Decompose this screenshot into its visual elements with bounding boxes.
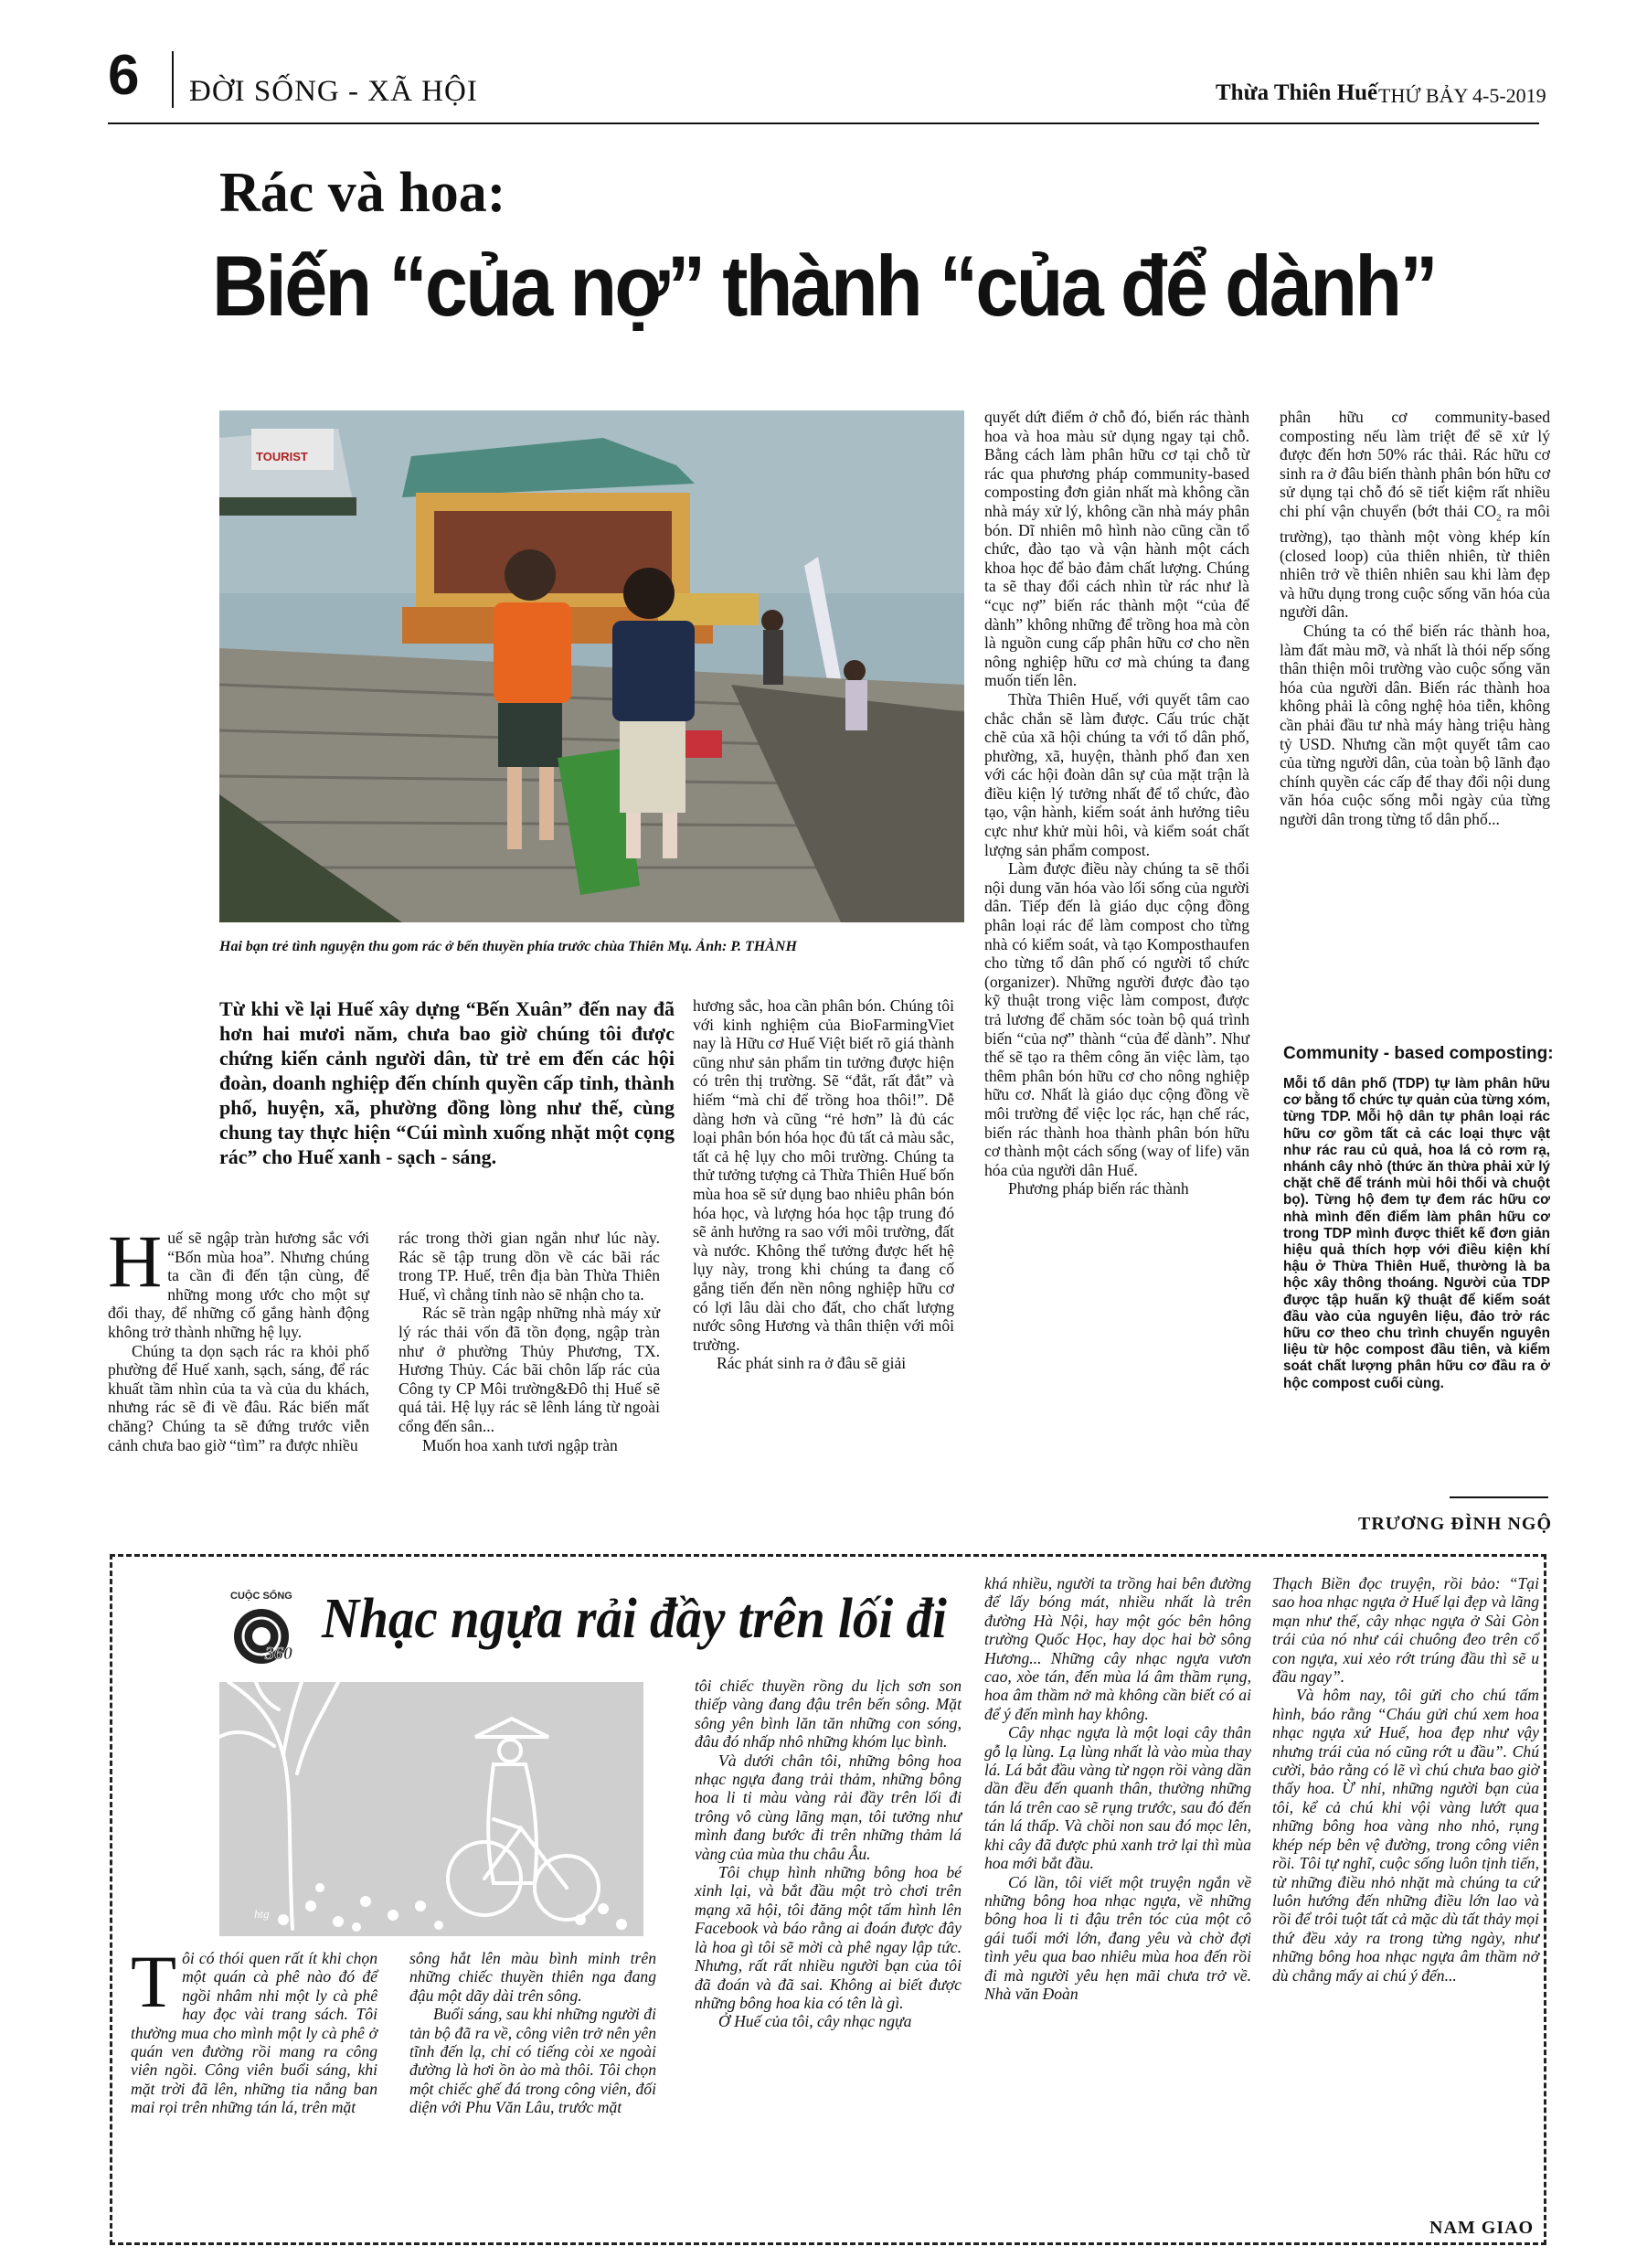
paragraph: Làm được điều này chúng ta sẽ thổi nội dung văn hóa vào lối sống của người dân. Tiếp đến là giáo dục cộng đồng phân loại rác để làm compost cho từng nhà có kiểm soát, và tạo Komposthaufen cho từng tổ dân phố có người tổ chức (organizer). Những người được đào tạo kỹ thuật trong việc làm compost, được trả lương để chăm sóc toàn bộ quá trình biến “của nợ” thành “của để dành”. Như thế sẽ tạo ra thêm công ăn việc làm, tạo thêm phân bón hữu cơ cho nông nghiệp hữu cơ. Nhất là giáo dục cộng đồng về môi trường để việc lọc rác, hạn chế rác, biến rác thành hoa thành phân bón hữu cơ thành một cách sống (way of life) văn hóa của người dân Huế. — [984, 859, 1249, 1179]
paragraph: Thạch Biền đọc truyện, rồi bảo: “Tại sao hoa nhạc ngựa ở Huế lại đẹp và lãng mạn như thế, cây nhạc ngựa ở Sài Gòn trái của nó như cái chuông đeo trên cổ con ngựa, xui xẻo rớt trúng đầu thì sẽ u đầu ngay”. — [1272, 1574, 1539, 1687]
paragraph: khá nhiều, người ta trồng hai bên đường để lấy bóng mát, nhiều nhất là trên đường Hà Nội, hay một góc bên hông trường Quốc Học, hay dọc hai bờ sông Hương... Những cây nhạc ngựa vươn cao, xòe tán, đến mùa lá âm thầm rụng, hoa âm thầm nở mà không cần biết có ai để ý đến mình hay không. — [984, 1574, 1251, 1723]
drawing-signature: htg — [254, 1907, 270, 1921]
photo-illustration — [219, 410, 964, 922]
author-rule — [1450, 1496, 1548, 1498]
article-headline: Biến “của nợ” thành “của để dành” — [212, 238, 1436, 334]
article-column-2 — [398, 1229, 660, 1454]
paragraph: uế sẽ ngập tràn hương sắc với “Bốn mùa hoa”. Nhưng chúng ta cần đi đến tận cùng, để những mong ước cho một sự đổi thay, để những cố gắng hành động không trở thành những hệ lụy. — [108, 1229, 369, 1341]
issue-date: THỨ BẢY 4-5-2019 — [1378, 84, 1546, 107]
article-column-5 — [1280, 408, 1550, 829]
logo-top-text: CUỘC SỐNG — [230, 1591, 292, 1602]
feature-column-5 — [1272, 1574, 1539, 1985]
paragraph: rác trong thời gian ngắn như lúc này. Rác sẽ tập trung dồn về các bãi rác trong TP. Huế, trên địa bàn Thừa Thiên Huế, vì chẳng tỉnh nào sẽ nhận cho ta. — [398, 1229, 660, 1304]
feature-title: Nhạc ngựa rải đầy trên lối đi — [322, 1588, 947, 1650]
feature-drawing — [219, 1682, 643, 1936]
paragraph: ôi có thói quen rất ít khi chọn một quán cà phê nào đó để ngồi nhâm nhi một ly cà phê hay đọc vài trang sách. Tôi thường mua cho mình một ly cà phê ở quán ven đường rồi mang ra công viên ngồi. Công viên buổi sáng, khi mặt trời đã lên, những tia nắng ban mai rọi trên những tán lá, trên mặt — [131, 1949, 377, 2117]
logo-number: 360 — [265, 1644, 292, 1664]
paragraph: tôi chiếc thuyền rồng du lịch sơn son thiếp vàng đang đậu trên bến sông. Mặt sông yên bình lăn tăn những con sóng, đâu đó nhấp nhô những khóm lục bình. — [695, 1677, 962, 1752]
paragraph-text: ra môi trường), tạo thành một vòng khép kín (closed loop) của thiên nhiên, từ thiên nhiên trở về thiên nhiên sau khi làm đẹp và hữu dụng trong cuộc sống văn hóa của người dân. — [1280, 501, 1550, 622]
feature-author: NAM GIAO — [1429, 2218, 1535, 2238]
article-lead: Từ khi về lại Huế xây dựng “Bến Xuân” đến nay đã hơn hai mươi năm, chưa bao giờ chúng tôi được chứng kiến cảnh người dân, từ trẻ em đến các hội đoàn, doanh nghiệp đến chính quyền cấp tỉnh, thành phố, huyện, xã, phường đồng lòng như thế, cùng chung tay thực hiện “Cúi mình xuống nhặt một cọng rác” cho Huế xanh - sạch - sáng. — [219, 997, 675, 1168]
paragraph: Và dưới chân tôi, những bông hoa nhạc ngựa đang trải thảm, những bông hoa li ti màu vàng rải đầy trên lối đi trông vô cùng lãng mạn, tôi tưởng như mình đang bước đi trên những thảm lá vàng của mùa thu châu Âu. — [695, 1751, 962, 1863]
subscript: 2 — [1496, 512, 1502, 524]
paragraph-text: phân hữu cơ community-based composting nếu làm triệt để sẽ xử lý được đến hơn 50% rác thải. Rác hữu cơ sinh ra ở đâu biến thành phân bón hữu cơ sử dụng tại chỗ đó sẽ tiết kiệm rất nhiều chi phí vận chuyển (bớt thải CO — [1280, 408, 1550, 520]
article-column-4 — [984, 408, 1249, 1198]
paragraph: Muốn hoa xanh tươi ngập tràn — [422, 1435, 618, 1454]
boat-sign: TOURIST — [256, 450, 308, 463]
article-column-1 — [108, 1219, 369, 1454]
article-kicker: Rác và hoa: — [219, 162, 506, 224]
paragraph: Chúng ta có thể biến rác thành hoa, làm đất màu mỡ, và nhất là thói nếp sống thân thiện môi trường vào cuộc sống văn hóa của người dân. Biến rác thành hoa không phải là công nghệ hỏa tiễn, không cần phải đầu tư nhà máy hàng triệu hàng tỷ USD. Nhưng cần một quyết tâm cao của từng người dân, của toàn bộ lãnh đạo chính quyền các cấp để thay đổi nội dung văn hóa cuộc sống mỗi ngày của từng người dân trong từng tổ dân phố... — [1280, 622, 1550, 828]
paragraph: Có lần, tôi viết một truyện ngắn về những bông hoa nhạc ngựa, về những bông hoa li ti đậu trên tóc của một cô gái tuổi mới lớn, đang yêu và chờ đợi tình yêu qua bao nhiêu mùa hoa đến rồi đi mà người yêu hẹn mãi chưa trở về. Nhà văn Đoàn — [984, 1872, 1251, 2003]
article-column-3 — [693, 996, 954, 1373]
paragraph: Cây nhạc ngựa là một loại cây thân gỗ lạ lùng. Lạ lùng nhất là vào mùa thay lá. Lá bắt đầu vàng từ ngọn rồi vàng dần dần đều đến quanh thân, thường những tán lá trên cao sẽ rụng trước, sau đó đến tán lá thấp. Và chồi non sau đó mọc lên, khi cây đã được phủ xanh trở lại thì mùa hoa mới bắt đầu. — [984, 1723, 1251, 1873]
paragraph: Và hôm nay, tôi gửi cho chú tấm hình, báo rằng “Cháu gửi chú xem hoa nhạc ngựa xứ Huế, hoa đẹp như vậy nhưng trái của nó cũng rớt u đầu”. Chú cười, bảo rằng có lẽ vì chú chưa bao giờ thấy hoa. Ừ nhỉ, những người bạn của tôi, kể cả chú khi vội vàng lướt qua những bông hoa vàng nho nhỏ, rụng khép nép bên vệ đường, trong công viên rồi. Tôi tự nghĩ, cuộc sống luôn tịnh tiến, từ những điều nhỏ nhặt mà chúng ta cứ luôn hướng đến những điều lớn lao và rồi để trôi tuột tất cả mặc dù tất thảy mọi thứ đều xảy ra trong từng ngày, như những bông hoa nhạc ngựa âm thầm nở dù chẳng mấy ai chú ý đến... — [1272, 1686, 1539, 1985]
paragraph: Rác sẽ tràn ngập những nhà máy xử lý rác thải vốn đã tồn đọng, ngập tràn như ở phường Thủy Phương, TX. Hương Thủy. Các bãi chôn lấp rác của Công ty CP Môi trường&Đô thị Huế sẽ quá tải. Hệ lụy rác sẽ lênh láng từ ngoài cổng đến sân... — [398, 1304, 660, 1435]
paragraph: Thừa Thiên Huế, với quyết tâm cao chắc chắn sẽ làm được. Cấu trúc chặt chẽ của xã hội chúng ta với tổ dân phố, phường, xã, huyện, thành phố đan xen với các hội đoàn dân sự của mặt trận là điều kiện lý tưởng nhất để tổ chức, đào tạo, vận hành, kiểm soát ảnh hưởng tiêu cực như khử mùi hôi, và kiểm soát chất lượng sản phẩm compost. — [984, 689, 1249, 859]
paper-name: Thừa Thiên Huế — [1216, 80, 1378, 105]
paragraph: Rác phát sinh ra ở đâu sẽ giải — [717, 1354, 907, 1373]
header-rule — [108, 122, 1539, 124]
paragraph: quyết dứt điểm ở chỗ đó, biến rác thành hoa và hoa màu sử dụng ngay tại chỗ. Bằng cách làm phân hữu cơ tại chỗ từ rác qua phương pháp community-based composting đơn giản nhất mà không cần nhà máy xử lý, không cần nhà máy phân bón. Dĩ nhiên mô hình nào cũng cần tổ chức, đào tạo và vận hành một cách khoa học để bảo đảm chất lượng. Chúng ta sẽ thay đổi cách nhìn từ rác như là “cục nợ” biến rác thành một “của để dành” không những để trồng hoa mà còn là nguồn cung cấp phân hữu cơ cho nền nông nghiệp hữu cơ mà chúng ta đang muốn tiến lên. — [984, 408, 1249, 690]
article-photo — [219, 410, 964, 922]
photo-caption: Hai bạn trẻ tình nguyện thu gom rác ở bến thuyền phía trước chùa Thiên Mụ. Ảnh: P. THÀNH — [219, 939, 797, 954]
sidebar-text: Mỗi tổ dân phố (TDP) tự làm phân hữu cơ bằng tổ chức tự quản của từng xóm, từng TDP. Mỗi hộ dân tự phân loại rác hữu cơ gồm tất cả các loại thực vật như rác rau củ quả, hoa lá cỏ rơm rạ, nhánh cây nhỏ (thức ăn thừa phải xử lý chặt chẽ để tránh mùi hôi thối và chuột bọ). Từng hộ đem tự đem rác hữu cơ nhà mình đến điểm làm phân hữu cơ trong TDP mình được thiết kế đơn giản hiệu quả thích hợp với điều kiện khí hậu ở Thừa Thiên Huế, thường là ba hộc xây thông thoáng. Người của TDP được tập huấn kỹ thuật để kiểm soát đầu vào của nguyên liệu, đảo trở rác hữu cơ theo chu trình chuyển nguyên liệu từ hộc compost đầu tiên, và kiểm soát chất lượng phân hữu cơ đầu ra ở hộc compost cuối cùng. — [1283, 1076, 1550, 1391]
page-number: 6 — [108, 44, 140, 107]
paragraph: Buổi sáng, sau khi những người đi tản bộ đã ra về, công viên trở nên yên tĩnh đến lạ, chỉ có tiếng còi xe ngoài đường là hơi ồn ào mà thôi. Tôi chọn một chiếc ghế đá trong công viên, đối diện với Phu Văn Lâu, trước mặt — [409, 2005, 656, 2117]
dropcap: H — [108, 1219, 163, 1303]
feature-column-3 — [695, 1677, 962, 2031]
drawing-illustration — [219, 1682, 643, 1936]
cuoc-song-360-logo — [225, 1586, 307, 1673]
paragraph: Tôi chụp hình những bông hoa bé xinh lại, và bắt đầu một trò chơi trên mạng xã hội, tôi đăng một tấm hình lên Facebook và báo rằng ai đoán được đây là hoa gì tôi sẽ mời cà phê ngay lập tức. Nhưng, rất rất nhiều người bạn của tôi đã đoán và đã sai. Không ai biết được những bông hoa kia có tên là gì. — [695, 1863, 962, 2012]
dropcap: T — [131, 1940, 177, 2023]
paragraph — [1280, 408, 1550, 622]
article-author: TRƯƠNG ĐÌNH NGỘ — [1358, 1514, 1553, 1534]
feature-column-4 — [984, 1574, 1251, 2003]
paragraph: Phương pháp biến rác thành — [1008, 1179, 1189, 1198]
paragraph: Ở Huế của tôi, cây nhạc ngựa — [718, 2012, 912, 2031]
paragraph: sông hắt lên màu bình minh trên những chiếc thuyền thiên nga đang đậu một dãy dài trên sông. — [409, 1949, 656, 2005]
section-title: ĐỜI SỐNG - XÃ HỘI — [189, 75, 478, 108]
sidebar-heading: Community - based composting: — [1283, 1044, 1554, 1063]
feature-column-1 — [131, 1940, 377, 2117]
feature-column-2 — [409, 1949, 656, 2117]
paragraph: hương sắc, hoa cần phân bón. Chúng tôi với kinh nghiệm của BioFarmingViet nay là Hữu cơ Huế Việt biết rõ giá thành cũng như sản phẩm tin tưởng được hiện có trên thị trường. Sẽ “đắt, rất đắt” và hiếm “mà chỉ để trồng hoa thôi!”. Dễ dàng hơn và cũng “rẻ hơn” là đủ các loại phân bón hóa học đủ tất cả màu sắc, tất cả hệ lụy cho môi trường. Chúng ta thử tưởng tượng cả Thừa Thiên Huế bốn mùa hoa sẽ sử dụng bao nhiêu phân bón hóa học, và lượng hóa học tập trung đó sẽ ảnh hưởng ra sao với môi trường, đất và nước. Không thể tưởng được hết hệ lụy này, trong khi chúng ta đang cố gắng tiến đến nền nông nghiệp hữu cơ có lợi lâu dài cho đất, cho chất lượng nước sông Hương và thân thiện với môi trường. — [693, 996, 954, 1354]
logo-graphic — [225, 1586, 307, 1668]
header-divider — [172, 51, 174, 108]
paragraph: Chúng ta dọn sạch rác ra khỏi phố phường để Huế xanh, sạch, sáng, để rác khuất tầm nhìn của ta và của du khách, nhưng rác sẽ đi về đâu. Rác biến mất chăng? Chúng ta sẽ đứng trước viễn cảnh chưa bao giờ “tìm” ra được nhiều — [108, 1341, 369, 1454]
